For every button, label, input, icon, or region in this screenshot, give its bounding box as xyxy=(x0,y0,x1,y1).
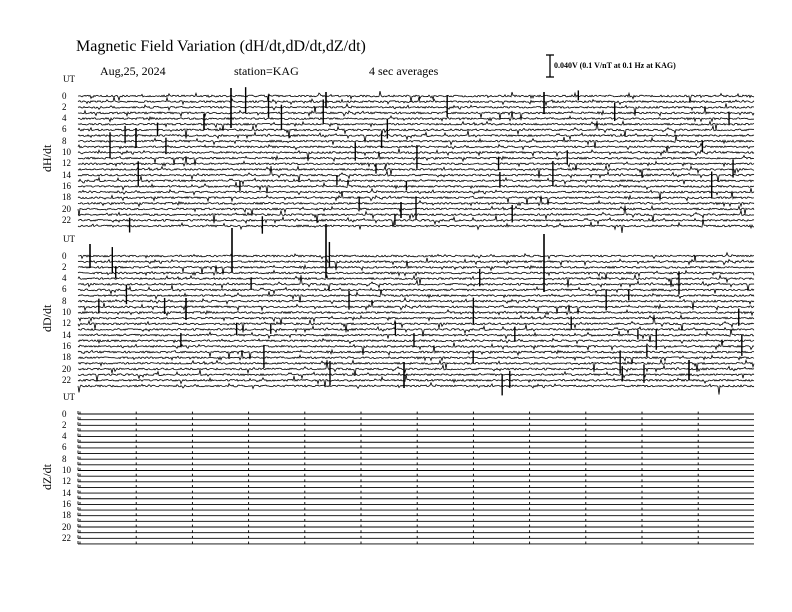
hour-tick-label: 6 xyxy=(62,284,67,295)
hour-tick-label: 12 xyxy=(62,476,71,487)
trace-line xyxy=(78,359,754,372)
hour-tick-label: 14 xyxy=(62,329,71,340)
hour-tick-label: 22 xyxy=(62,532,71,543)
hour-tick-label: 0 xyxy=(62,250,67,261)
hour-tick-label: 8 xyxy=(62,453,67,464)
hour-tick-label: 16 xyxy=(62,180,71,191)
trace-line xyxy=(78,121,754,130)
panel-label-dz: dZ/dt xyxy=(40,464,54,490)
trace-line xyxy=(78,166,754,182)
trace-line xyxy=(78,176,754,184)
trace-line xyxy=(78,298,754,310)
hour-tick-label: 20 xyxy=(62,521,71,532)
hour-tick-label: 0 xyxy=(62,408,67,419)
panel-label-dh: dH/dt xyxy=(40,144,54,172)
panel-2 xyxy=(78,411,754,544)
hour-tick-label: 16 xyxy=(62,498,71,509)
hour-tick-label: 2 xyxy=(62,101,67,112)
hour-tick-label: 10 xyxy=(62,147,71,157)
date-label: Aug,25, 2024 xyxy=(100,64,166,78)
hour-tick-label: 10 xyxy=(62,307,71,317)
hour-tick-label: 16 xyxy=(62,340,71,351)
hour-tick-label: 4 xyxy=(62,113,67,124)
hour-tick-label: 8 xyxy=(62,295,67,306)
trace-line xyxy=(78,255,754,270)
hour-tick-label: 4 xyxy=(62,273,67,284)
panel-1 xyxy=(78,224,754,395)
panel-0 xyxy=(78,87,754,234)
chart-title: Magnetic Field Variation (dH/dt,dD/dt,dZ/dt) xyxy=(76,38,366,55)
scale-bar xyxy=(546,55,554,77)
hour-tick-label: 20 xyxy=(62,363,71,374)
ut-label-dd: UT xyxy=(63,234,75,244)
hour-tick-label: 18 xyxy=(62,352,71,363)
trace-line xyxy=(78,325,754,337)
trace-line xyxy=(78,383,754,395)
hour-tick-label: 18 xyxy=(62,510,71,521)
trace-line xyxy=(78,350,754,364)
trace-line xyxy=(78,253,754,259)
averaging-label: 4 sec averages xyxy=(369,64,439,78)
hour-tick-label: 0 xyxy=(62,90,67,101)
hour-tick-label: 18 xyxy=(62,192,71,203)
trace-line xyxy=(78,374,754,387)
ut-label-dh: UT xyxy=(63,74,75,84)
station-label: station=KAG xyxy=(234,64,299,78)
hour-tick-label: 8 xyxy=(62,135,67,146)
hour-tick-label: 2 xyxy=(62,261,67,272)
hour-tick-label: 20 xyxy=(62,203,71,214)
hour-tick-label: 4 xyxy=(62,431,67,442)
trace-line xyxy=(78,339,754,344)
hour-tick-label: 6 xyxy=(62,442,67,453)
trace-line xyxy=(78,97,754,105)
hour-tick-label: 14 xyxy=(62,487,71,498)
hour-tick-label: 2 xyxy=(62,419,67,430)
hour-tick-label: 14 xyxy=(62,169,71,180)
scale-label: 0.040V (0.1 V/nT at 0.1 Hz at KAG) xyxy=(554,61,676,70)
hour-tick-label: 12 xyxy=(62,158,71,169)
ut-label-dz: UT xyxy=(63,392,75,402)
hour-tick-label: 22 xyxy=(62,214,71,225)
trace-line xyxy=(78,220,754,233)
hour-tick-label: 22 xyxy=(62,374,71,385)
panel-label-dd: dD/dt xyxy=(40,304,54,332)
hour-tick-label: 6 xyxy=(62,124,67,135)
hour-tick-label: 12 xyxy=(62,318,71,329)
trace-line xyxy=(78,285,754,293)
hour-tick-label: 10 xyxy=(62,465,71,475)
trace-line xyxy=(78,144,754,150)
trace-line xyxy=(78,103,754,115)
